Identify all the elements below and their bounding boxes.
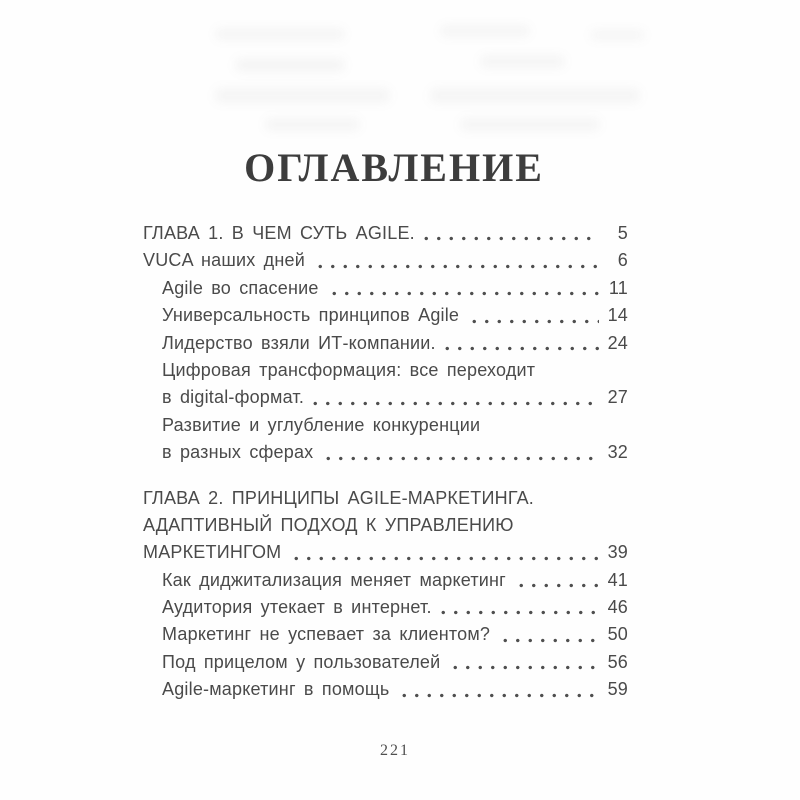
dot-leader [326,275,599,302]
bleed-smudge [460,118,600,131]
dot-leader [320,439,599,466]
dot-leader [439,330,599,357]
toc-page-number: 56 [607,651,628,672]
dot-leader [447,649,599,676]
toc-entry-label: VUCA наших дней [143,250,305,271]
toc-page-number: 41 [607,569,628,590]
dot-leader [497,621,599,648]
toc-page-number: 5 [617,223,628,243]
page-title: ОГЛАВЛЕНИЕ [244,145,544,190]
toc-row [143,330,628,357]
table-of-contents [143,220,628,704]
toc-page-number: 24 [607,332,628,353]
toc-page-number: 32 [607,442,628,463]
toc-row [143,412,628,439]
dot-leader [307,384,599,411]
toc-page-number: 11 [608,277,628,298]
toc-entry-label: в разных сферах [162,442,314,463]
bleed-smudge [440,25,530,37]
toc-entry-label: Цифровая трансформация: все переходит [162,359,536,380]
toc-page-number: 46 [607,597,628,618]
toc-entry-label: Развитие и углубление конкуренции [162,414,481,435]
toc-row [143,247,628,274]
toc-page-number: 14 [607,305,628,326]
page-number: 221 [380,742,410,759]
toc-entry-label: Как диджитализация меняет маркетинг [162,569,506,590]
toc-row [143,539,628,566]
dot-leader [435,594,599,621]
toc-entry-label: Agile во спасение [162,277,319,298]
toc-entry-label: ГЛАВА 1. В ЧЕМ СУТЬ AGILE. [143,223,415,243]
toc-entry-label: Лидерство взяли ИТ-компании. [162,332,436,353]
toc-entry-label: МАРКЕТИНГОМ [143,542,282,563]
toc-entry-label: ГЛАВА 2. ПРИНЦИПЫ AGILE-МАРКЕТИНГА. [143,487,534,508]
toc-row [143,384,628,411]
bleed-smudge [215,88,390,103]
toc-entry-label: Agile-маркетинг в помощь [162,679,390,700]
dot-leader [513,567,599,594]
toc-row [143,676,628,703]
bleed-smudge [480,55,565,68]
toc-row [143,594,628,621]
dot-leader [418,220,599,247]
toc-page-number: 59 [607,679,628,700]
toc-row [143,485,628,512]
toc-row [143,649,628,676]
toc-page-number: 50 [607,624,628,645]
toc-entry-label: в digital-формат. [162,387,305,408]
bleed-smudge [430,88,640,103]
toc-page-number: 6 [617,250,628,271]
toc-page-number: 39 [607,542,628,563]
toc-entry-label: Маркетинг не успевает за клиентом? [162,624,491,645]
bleed-smudge [265,118,360,131]
dot-leader [466,302,599,329]
bleed-smudge [590,30,645,40]
toc-row [143,302,628,329]
toc-row [143,512,628,539]
toc-entry-label: Под прицелом у пользователей [162,651,441,672]
bleed-smudge [235,58,345,72]
bleed-smudge [215,28,345,40]
dot-leader [312,247,599,274]
toc-entry-label: Аудитория утекает в интернет. [162,597,432,618]
toc-entry-label: АДАПТИВНЫЙ ПОДХОД К УПРАВЛЕНИЮ [143,514,514,535]
toc-row [143,275,628,302]
toc-row [143,439,628,466]
dot-leader [288,539,599,566]
toc-page-number: 27 [607,387,628,408]
dot-leader [396,676,599,703]
toc-row [143,357,628,384]
toc-entry-label: Универсальность принципов Agile [162,305,460,326]
toc-row [143,621,628,648]
toc-row [143,220,628,247]
toc-row [143,567,628,594]
